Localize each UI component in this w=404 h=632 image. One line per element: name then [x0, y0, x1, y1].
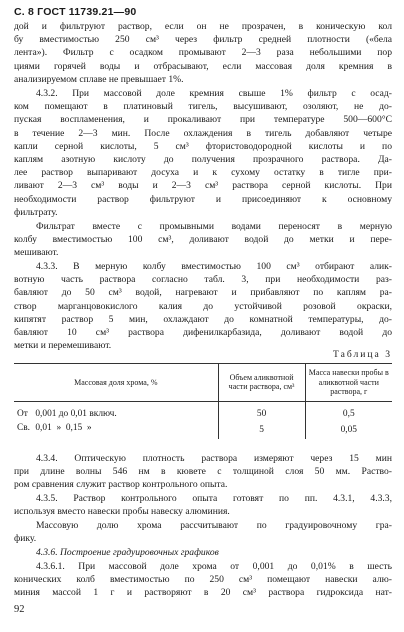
- text-line: ром сравнения служит раствор контрольного опыта.: [14, 479, 228, 491]
- text-line: 4.3.3. В мерную колбу вместимостью 100 см³ отбирают алик-: [36, 261, 392, 272]
- paragraph-calculation: [14, 519, 392, 545]
- text-line: бавляют до 50 см³ водой, нагревают и прибавляют по каплям ра-: [14, 287, 392, 299]
- table-row: [14, 401, 392, 421]
- table-header-cell: Объем аликвотной части раствора, см³: [218, 364, 305, 402]
- text-line: кипятят раствор 5 мин, охлаждают до комнатной температуры, до-: [14, 313, 392, 325]
- text-line: колбу вместимостью 100 см³, доливают водой до метки и пере-: [14, 234, 392, 246]
- paragraph-4-3-3: [14, 260, 392, 352]
- text-line: ком помещают в платиновый тигель, высушивают, озоляют, не до-: [14, 101, 392, 113]
- text-line: лента»). Фильтр с осадком промывают 2—3 раза небольшими пор: [14, 47, 392, 59]
- row-range: 0,001 до 0,01 включ.: [35, 408, 117, 419]
- table-header-row: [14, 364, 392, 402]
- text-line: мешивают.: [14, 247, 59, 259]
- text-line: анализируемом сплаве не превышает 1%.: [14, 73, 184, 85]
- table-3: [14, 363, 392, 439]
- paragraph-filtrate: [14, 220, 392, 260]
- paragraph-4-3-2: [14, 87, 392, 219]
- section-heading-4-3-6: [14, 546, 392, 559]
- text-line: 4.3.5. Раствор контрольного опыта готовят по пп. 4.3.1, 4.3.3,: [36, 493, 392, 504]
- text-line: используя вместо навески пробы навеску алюминия.: [14, 506, 230, 518]
- text-line: 4.3.4. Оптическую плотность раствора измеряют через 15 мин: [36, 453, 392, 464]
- text-line: вотную часть раствора согласно табл. 3, при необходимости раз-: [14, 274, 392, 286]
- table-cell: 0,05: [305, 421, 392, 439]
- text-line: 4.3.2. При массовой доле кремния свыше 1% фильтр с осад-: [36, 88, 392, 99]
- paragraph-continuation: [14, 20, 392, 86]
- text-line: циями горячей воды и отбрасывают, если массовая доля кремния в: [14, 60, 392, 72]
- text-line: лее раствор выпаривают досуха и к сухому остатку в тигле при-: [14, 167, 392, 179]
- table-cell: [14, 401, 218, 421]
- text-line: необходимости раствор фильтруют и присоединяют к основному: [14, 193, 392, 205]
- page-number: 92: [14, 604, 25, 615]
- paragraph-4-3-6-1: [14, 560, 392, 600]
- text-line: конических колб вместимостью по 250 см³ помещают навески алю-: [14, 574, 392, 586]
- table-row: [14, 421, 392, 439]
- paragraph-4-3-5: [14, 492, 392, 518]
- table-cell: 5: [218, 421, 305, 439]
- text-line: фику.: [14, 533, 37, 545]
- table-header-cell: Масса навески пробы в аликвотной части раствора, г: [305, 364, 392, 402]
- table-header-cell: Массовая доля хрома, %: [14, 364, 218, 402]
- row-prefix: От: [17, 408, 28, 419]
- section-title: 4.3.6. Построение градуировочных графиков: [36, 547, 219, 558]
- text-line: бу вместимостью 250 см³ через фильтр средней плотности («бела: [14, 34, 392, 46]
- paragraph-4-3-4: [14, 452, 392, 492]
- text-line: пуская воспламенения, и прокаливают при температуре 500—600°С: [14, 114, 392, 126]
- text-line: бавляют 10 см³ раствора дифенилкарбазида, доливают водой до: [14, 327, 392, 339]
- text-line: створ марганцовокислого калия до устойчивой розовой окраски,: [14, 300, 392, 312]
- text-line: в течение 2—3 мин. После охлаждения в тигель добавляют четыре: [14, 127, 392, 139]
- text-line: 4.3.6.1. При массовой доле хрома от 0,001 до 0,01% в шесть: [36, 561, 392, 572]
- text-line: капли серной кислоты, 5 см³ фтористоводородной кислоты и по: [14, 140, 392, 152]
- text-line: метки и перемешивают.: [14, 340, 112, 352]
- row-range: 0,01 » 0,15 »: [35, 422, 92, 433]
- text-line: при длине волны 546 нм в кювете с толщиной слоя 50 мм. Раство-: [14, 466, 392, 478]
- table-cell: [14, 421, 218, 439]
- text-line: ливают 2—3 см³ воды и 2—3 см³ раствора серной кислоты. При: [14, 180, 392, 192]
- row-prefix: Св.: [17, 422, 31, 433]
- page-header: С. 8 ГОСТ 11739.21—90: [14, 6, 137, 18]
- table-cell: 50: [218, 401, 305, 421]
- table-cell: 0,5: [305, 401, 392, 421]
- table-caption: Таблица 3: [332, 349, 392, 360]
- text-line: дой и фильтруют раствор, если он не прозрачен, в коническую кол: [14, 21, 392, 32]
- text-line: Массовую долю хрома рассчитывают по градуировочному гра-: [36, 520, 392, 531]
- text-line: фильтрату.: [14, 206, 58, 218]
- text-line: Фильтрат вместе с промывными водами переносят в мерную: [36, 221, 392, 232]
- text-line: миния массой 1 г и растворяют в 20 см³ раствора гидроксида нат-: [14, 587, 392, 599]
- text-line: каплям азотную кислоту до получения прозрачного раствора. Да-: [14, 154, 392, 166]
